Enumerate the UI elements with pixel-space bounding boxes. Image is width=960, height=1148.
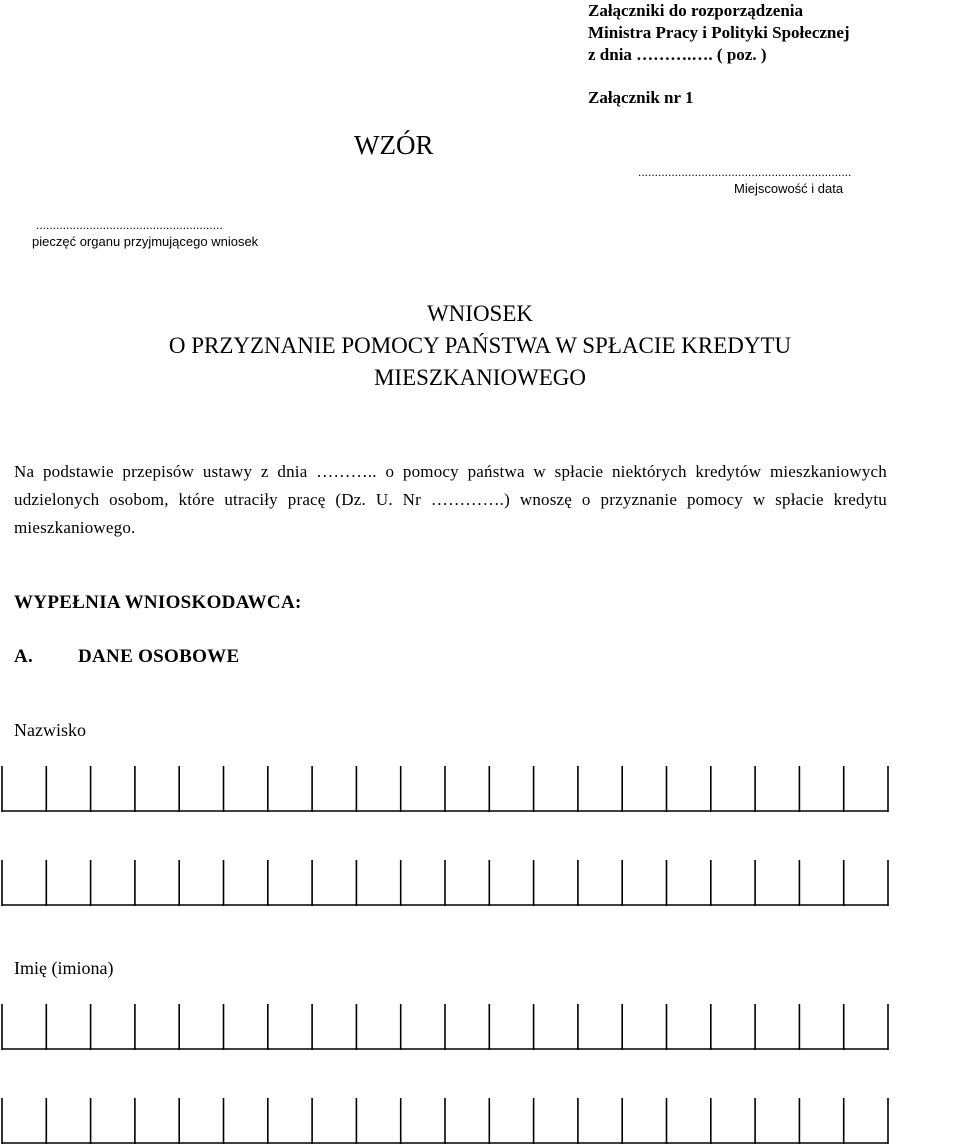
- title-line-3: MIESZKANIOWEGO: [373, 365, 587, 390]
- first-name-boxes-row-2[interactable]: [0, 1098, 900, 1144]
- first-name-label: Imię (imiona): [14, 958, 114, 978]
- letter-boxes[interactable]: [0, 1098, 900, 1144]
- stamp-label: pieczęć organu przyjmującego wniosek: [32, 234, 259, 249]
- intro-paragraph: Na podstawie przepisów ustawy z dnia ……….. o pomocy państwa w spłacie niektórych kredytów mieszkaniowych udzielonych osobom, które utraciły pracę (Dz. U. Nr ………….) wnoszę o przyznanie pomocy w spłacie kredytu mieszkaniowego.: [14, 462, 887, 537]
- first-name-boxes-row-1[interactable]: [0, 1004, 900, 1050]
- place-date-label: Miejscowość i data: [734, 181, 844, 196]
- regulation-header: [588, 0, 850, 66]
- place-date-dots[interactable]: ................................................................: [638, 165, 852, 179]
- header-line-3: z dnia ……….…. ( poz. ): [588, 45, 767, 64]
- title-line-1: WNIOSEK: [426, 301, 534, 326]
- part-a-number: A.: [14, 646, 34, 667]
- surname-label: Nazwisko: [14, 720, 86, 740]
- header-line-2: Ministra Pracy i Polityki Społecznej: [588, 23, 850, 42]
- template-mark: WZÓR: [354, 130, 434, 160]
- title-line-2: O PRZYZNANIE POMOCY PAŃSTWA W SPŁACIE KREDYTU: [168, 333, 792, 358]
- stamp-dots[interactable]: ........................................................: [36, 218, 223, 232]
- surname-boxes-row-2[interactable]: [0, 860, 900, 906]
- document-title: [0, 298, 960, 394]
- part-a-heading: [14, 646, 239, 668]
- section-heading: WYPEŁNIA WNIOSKODAWCA:: [14, 592, 302, 613]
- part-a-title: DANE OSOBOWE: [78, 646, 240, 667]
- letter-boxes[interactable]: [0, 860, 900, 906]
- surname-boxes-row-1[interactable]: [0, 766, 900, 812]
- letter-boxes[interactable]: [0, 1004, 900, 1050]
- annex-label: Załącznik nr 1: [588, 88, 694, 107]
- header-line-1: Załączniki do rozporządzenia: [588, 1, 804, 20]
- letter-boxes[interactable]: [0, 766, 900, 812]
